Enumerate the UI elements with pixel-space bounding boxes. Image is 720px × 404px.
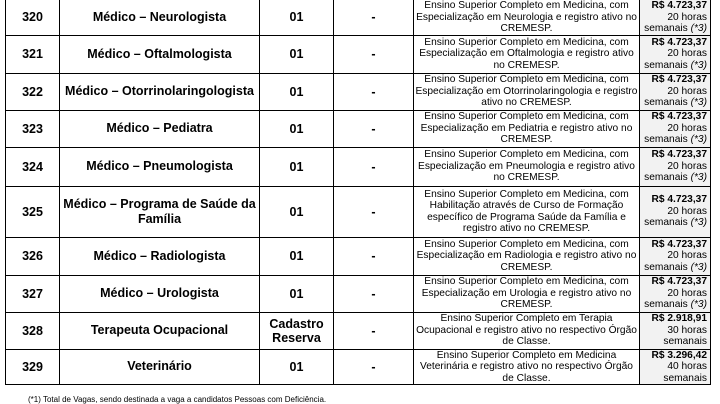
position-title: Médico – Neurologista — [60, 0, 260, 35]
position-title: Médico – Radiologista — [60, 237, 260, 275]
work-hours: 20 horas — [667, 11, 707, 23]
salary-cell — [640, 110, 711, 147]
table-row — [6, 35, 711, 73]
vacancies-count: Cadastro Reserva — [260, 312, 334, 349]
position-code: 326 — [6, 237, 60, 275]
weekly-label: semanais — [644, 134, 688, 146]
salary-amount: R$ 4.723,37 — [651, 149, 707, 161]
salary-amount: R$ 4.723,37 — [651, 276, 707, 288]
work-hours-weekly — [640, 262, 707, 274]
vacancies-count: 01 — [260, 73, 334, 110]
table-row — [6, 186, 711, 237]
weekly-label: semanais — [663, 372, 707, 384]
table-row — [6, 73, 711, 110]
salary-amount: R$ 4.723,37 — [651, 194, 707, 206]
weekly-label: semanais — [663, 336, 707, 348]
work-hours-weekly — [640, 217, 707, 229]
position-code: 328 — [6, 312, 60, 349]
work-hours-weekly — [640, 172, 707, 184]
work-hours: 20 horas — [667, 85, 707, 97]
disabled-vacancies: - — [334, 147, 414, 186]
footnote-ref: (*3) — [690, 97, 707, 109]
footnote-ref: (*3) — [690, 172, 707, 184]
weekly-label: semanais — [644, 59, 688, 71]
position-title: Médico – Otorrinolaringologista — [60, 73, 260, 110]
requirements: Ensino Superior Completo em Medicina, com Habilitação através de Curso de Formação específico de Programa Saúde da Família e registro ativo no CREMESP. — [414, 186, 640, 237]
footnote-ref: (*3) — [690, 299, 707, 311]
salary-amount: R$ 2.918,91 — [651, 313, 707, 325]
position-title: Médico – Urologista — [60, 275, 260, 312]
salary-cell — [640, 237, 711, 275]
work-hours-weekly — [640, 299, 707, 311]
position-code: 324 — [6, 147, 60, 186]
table-row — [6, 275, 711, 312]
table-row — [6, 237, 711, 275]
footnote-ref: (*3) — [690, 217, 707, 229]
weekly-label: semanais — [644, 172, 688, 184]
vacancies-count: 01 — [260, 110, 334, 147]
work-hours: 20 horas — [667, 160, 707, 172]
position-code: 321 — [6, 35, 60, 73]
work-hours: 40 horas — [667, 361, 707, 372]
requirements: Ensino Superior Completo em Medicina, com Especialização em Otorrinolaringologia e registro ativo no CREMESP. — [414, 73, 640, 110]
salary-cell — [640, 312, 711, 349]
table-row — [6, 147, 711, 186]
position-code: 327 — [6, 275, 60, 312]
work-hours: 20 horas — [667, 205, 707, 217]
table-row — [6, 0, 711, 35]
requirements: Ensino Superior Completo em Medicina Veterinária e registro ativo no respectivo Órgão de Classe. — [414, 349, 640, 385]
salary-amount: R$ 4.723,37 — [651, 74, 707, 86]
salary-amount: R$ 3.296,42 — [651, 349, 707, 361]
position-code: 322 — [6, 73, 60, 110]
vacancies-count: 01 — [260, 147, 334, 186]
table-row — [6, 312, 711, 349]
work-hours: 20 horas — [667, 250, 707, 262]
disabled-vacancies: - — [334, 349, 414, 385]
work-hours-weekly — [640, 97, 707, 109]
footnote-ref: (*3) — [690, 261, 707, 273]
work-hours: 30 horas — [667, 324, 707, 336]
position-code: 325 — [6, 186, 60, 237]
position-title: Veterinário — [60, 349, 260, 385]
job-positions-table — [5, 0, 711, 385]
salary-amount: R$ 4.723,37 — [651, 111, 707, 123]
footnote-ref: (*3) — [690, 59, 707, 71]
salary-cell — [640, 73, 711, 110]
requirements: Ensino Superior Completo em Medicina, com Especialização em Pediatria e registro ativo no CREMESP. — [414, 110, 640, 147]
salary-cell — [640, 147, 711, 186]
position-code: 329 — [6, 349, 60, 385]
disabled-vacancies: - — [334, 110, 414, 147]
vacancies-count: 01 — [260, 275, 334, 312]
vacancies-count: 01 — [260, 0, 334, 35]
table-row — [6, 110, 711, 147]
footnote-ref: (*3) — [690, 23, 707, 34]
position-title: Médico – Pediatra — [60, 110, 260, 147]
position-title: Médico – Pneumologista — [60, 147, 260, 186]
salary-amount: R$ 4.723,37 — [651, 0, 707, 11]
weekly-label: semanais — [644, 299, 688, 311]
salary-cell — [640, 349, 711, 385]
position-code: 323 — [6, 110, 60, 147]
work-hours: 20 horas — [667, 48, 707, 60]
requirements: Ensino Superior Completo em Terapia Ocupacional e registro ativo no respectivo Órgão de Classe. — [414, 312, 640, 349]
work-hours-weekly — [640, 336, 707, 348]
position-title: Terapeuta Ocupacional — [60, 312, 260, 349]
weekly-label: semanais — [644, 261, 688, 273]
footnote: (*1) Total de Vagas, sendo destinada a vaga a candidatos Pessoas com Deficiência. — [28, 395, 327, 404]
work-hours-weekly — [640, 134, 707, 146]
disabled-vacancies: - — [334, 73, 414, 110]
position-title: Médico – Programa de Saúde da Família — [60, 186, 260, 237]
position-code: 320 — [6, 0, 60, 35]
vacancies-count: 01 — [260, 237, 334, 275]
work-hours-weekly — [640, 60, 707, 72]
salary-amount: R$ 4.723,37 — [651, 238, 707, 250]
salary-cell — [640, 186, 711, 237]
salary-amount: R$ 4.723,37 — [651, 36, 707, 48]
disabled-vacancies: - — [334, 35, 414, 73]
salary-cell — [640, 275, 711, 312]
requirements: Ensino Superior Completo em Medicina, com Especialização em Radiologia e registro ativo no CREMESP. — [414, 237, 640, 275]
disabled-vacancies: - — [334, 186, 414, 237]
salary-cell — [640, 35, 711, 73]
disabled-vacancies: - — [334, 275, 414, 312]
position-title: Médico – Oftalmologista — [60, 35, 260, 73]
requirements: Ensino Superior Completo em Medicina, com Especialização em Pneumologia e registro ativo no CREMESP. — [414, 147, 640, 186]
weekly-label: semanais — [644, 217, 688, 229]
disabled-vacancies: - — [334, 312, 414, 349]
table-row — [6, 349, 711, 385]
work-hours: 20 horas — [667, 122, 707, 134]
footnote-ref: (*3) — [690, 134, 707, 146]
disabled-vacancies: - — [334, 237, 414, 275]
work-hours: 20 horas — [667, 287, 707, 299]
salary-cell — [640, 0, 711, 35]
weekly-label: semanais — [644, 23, 688, 34]
vacancies-count: 01 — [260, 186, 334, 237]
vacancies-count: 01 — [260, 35, 334, 73]
requirements: Ensino Superior Completo em Medicina, com Especialização em Urologia e registro ativo no CREMESP. — [414, 275, 640, 312]
work-hours-weekly — [640, 373, 707, 385]
requirements: Ensino Superior Completo em Medicina, com Especialização em Oftalmologia e registro ativo no CREMESP. — [414, 35, 640, 73]
vacancies-count: 01 — [260, 349, 334, 385]
requirements: Ensino Superior Completo em Medicina, com Especialização em Neurologia e registro ativo no CREMESP. — [414, 0, 640, 35]
work-hours-weekly — [640, 23, 707, 35]
weekly-label: semanais — [644, 97, 688, 109]
disabled-vacancies: - — [334, 0, 414, 35]
